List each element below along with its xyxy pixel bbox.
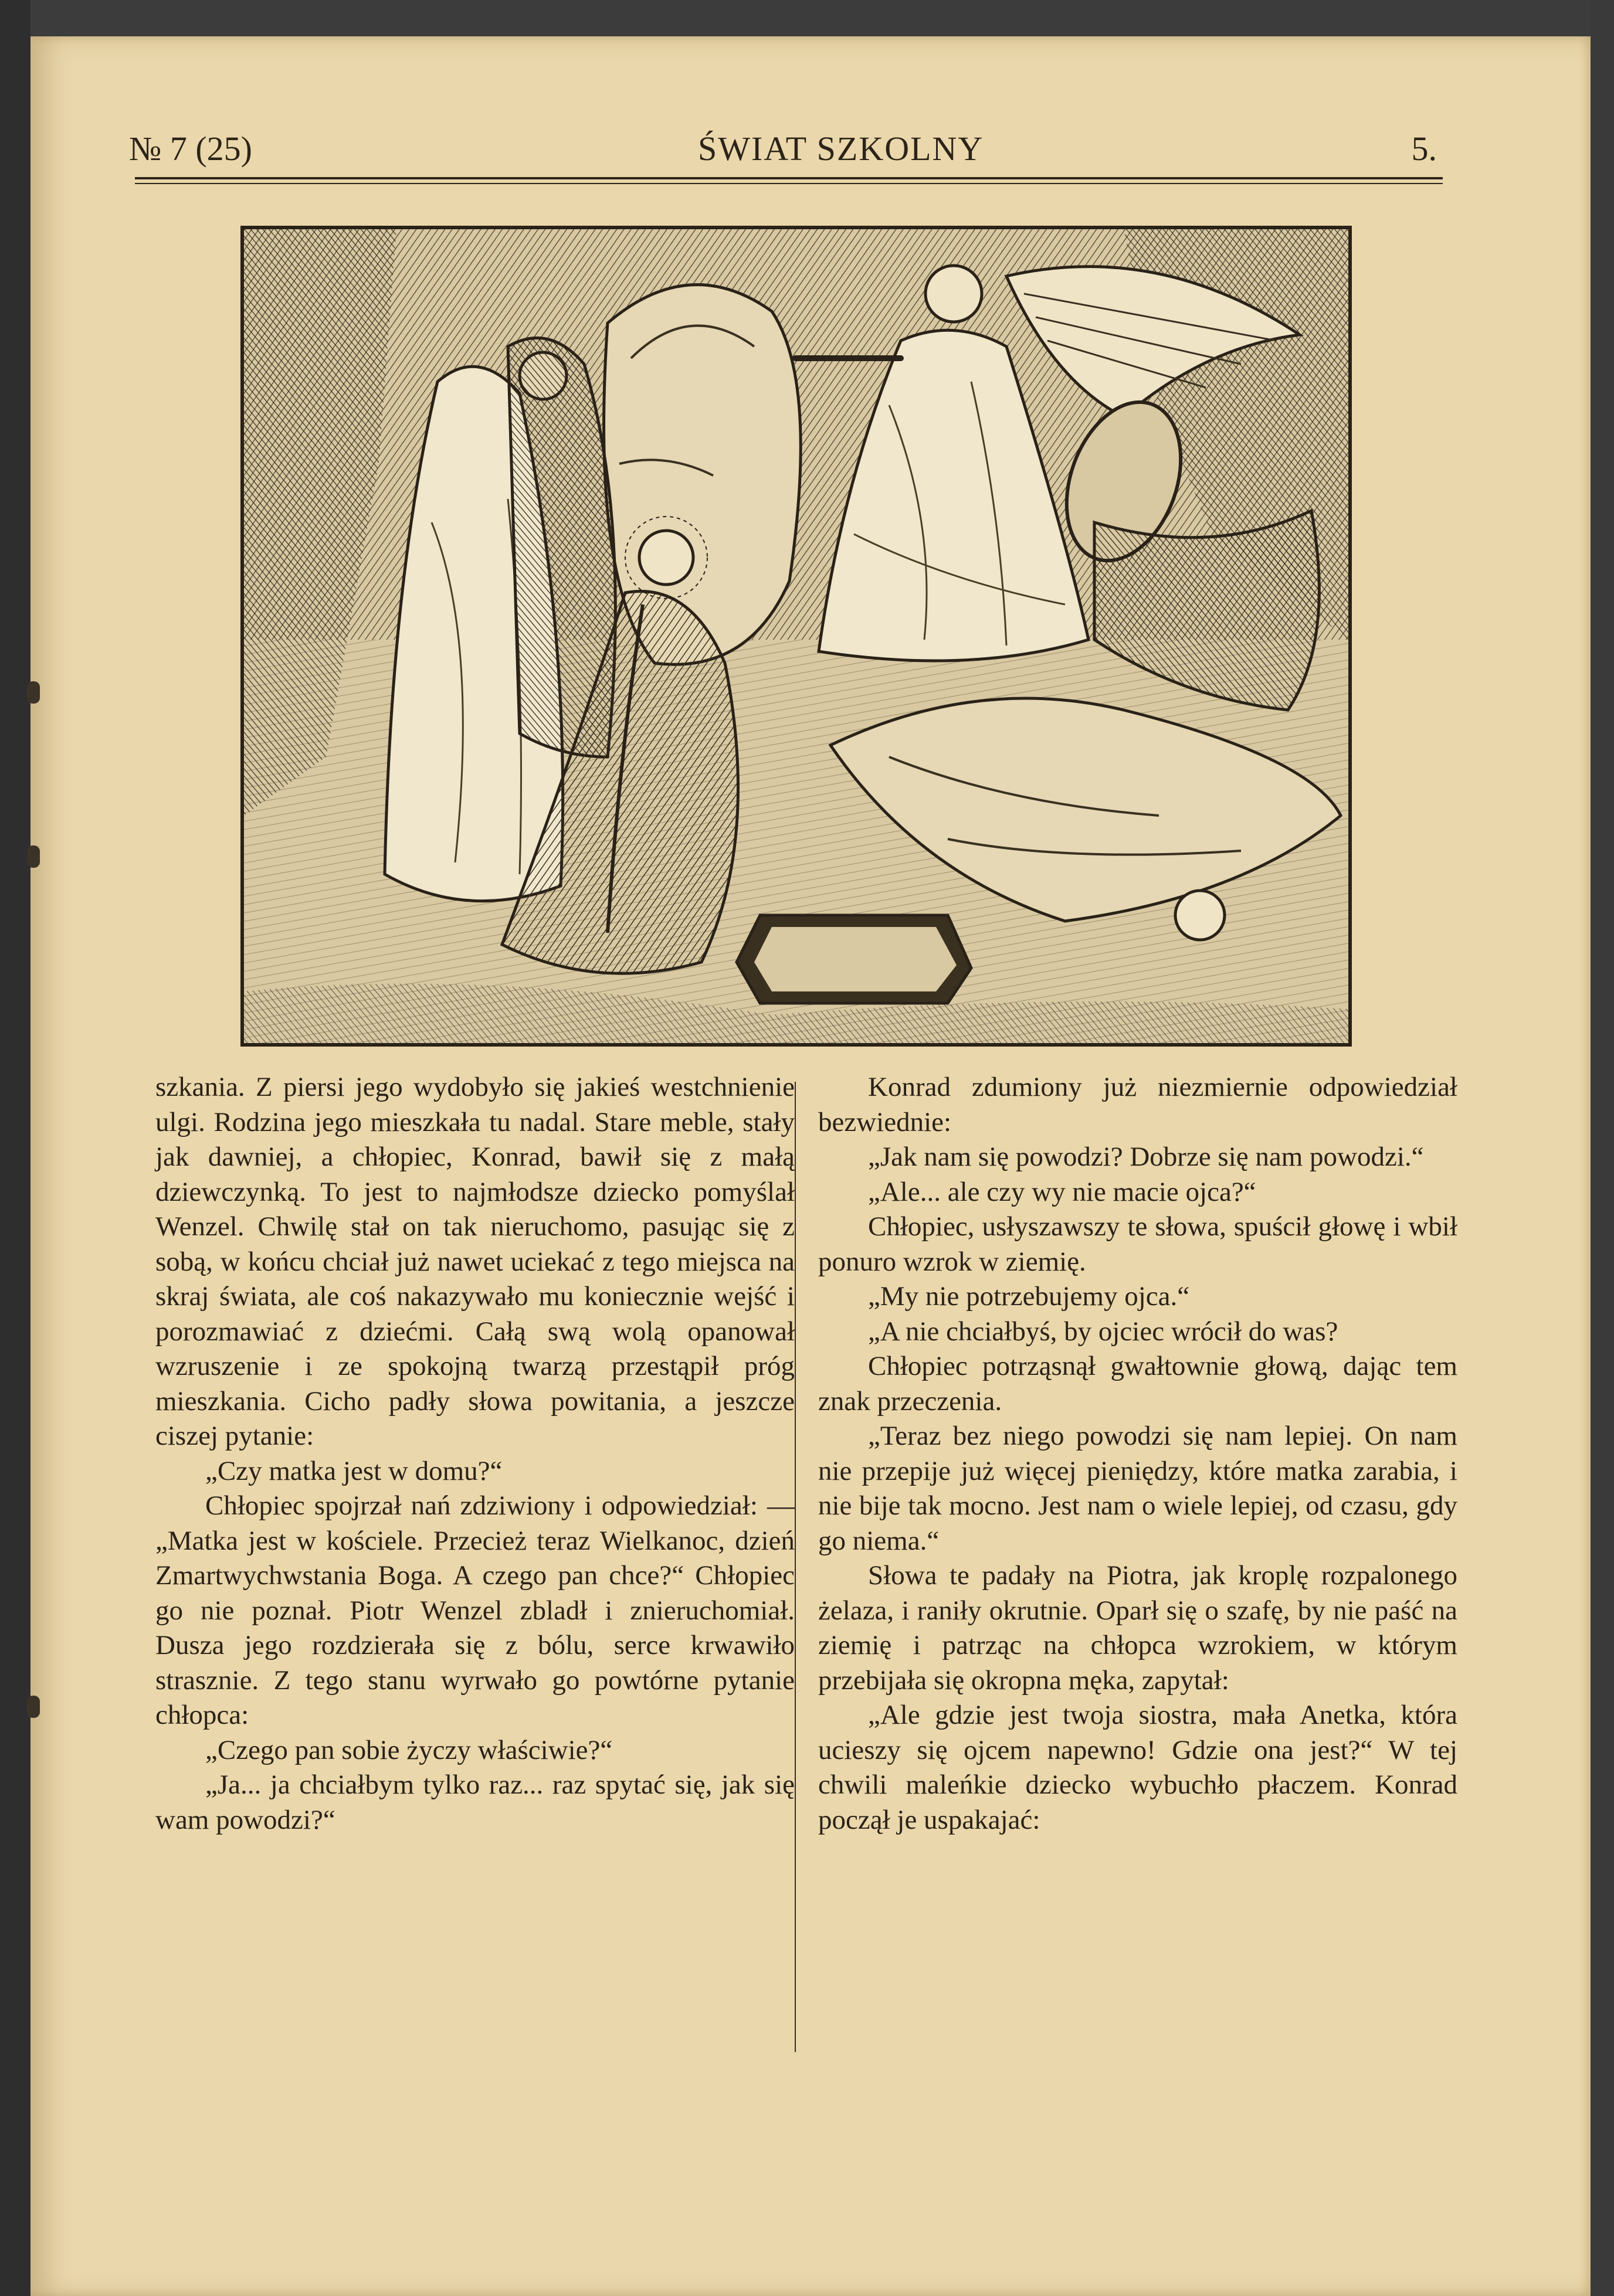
paragraph: „Ja... ja chciałbym tylko raz... raz spytać się, jak się wam powodzi?“: [155, 1769, 795, 1835]
paragraph: „Ale gdzie jest twoja siostra, mała Anetka, która ucieszy się ojcem napewno! Gdzie ona jest?“ W tej chwili maleńkie dziecko wybuchło płaczem. Konrad począł je uspakajać:: [818, 1700, 1457, 1835]
issue-number: № 7 (25): [129, 130, 252, 168]
column-divider: [795, 1082, 796, 2052]
paragraph: Konrad zdumiony już niezmiernie odpowiedział bezwiednie:: [818, 1072, 1457, 1137]
paragraph: „My nie potrzebujemy ojca.“: [868, 1281, 1190, 1312]
paragraph: „Jak nam się powodzi? Dobrze się nam powodzi.“: [868, 1142, 1424, 1172]
paragraph: „Czego pan sobie życzy właściwie?“: [205, 1734, 613, 1765]
paragraph: Słowa te padały na Piotra, jak kroplę rozpalonego żelaza, i raniły okrutnie. Oparł się o szafę, by nie paść na ziemię i patrząc na chłopca wzrokiem, w którym przebijała się okropna męka, zapytał:: [818, 1560, 1457, 1696]
binding-hole: [27, 845, 40, 868]
header-rule-thin: [135, 183, 1443, 184]
paragraph: Chłopiec, usłyszawszy te słowa, spuścił głowę i wbił ponuro wzrok w ziemię.: [818, 1211, 1457, 1277]
magazine-title: ŚWIAT SZKOLNY: [698, 130, 984, 168]
binding-hole: [27, 1696, 40, 1718]
binding-hole: [27, 681, 40, 704]
paragraph: „Czy matka jest w domu?“: [205, 1455, 503, 1486]
paragraph: „A nie chciałbyś, by ojciec wrócił do was?: [868, 1316, 1338, 1347]
page-number: 5.: [1411, 130, 1437, 168]
header-rule: [135, 177, 1443, 179]
paragraph: szkania. Z piersi jego wydobyło się jakieś westchnienie ulgi. Rodzina jego mieszkała tu nadal. Stare meble, stały jak dawniej, a chłopiec, Konrad, bawił się z małą dziewczynką. To jest to najmłodsze dziecko pomyślał Wenzel. Chwilę stał on tak nieruchomo, pasując się z sobą, w końcu chciał już nawet uciekać z tego miejsca na skraj świata, ale coś nakazywało mu koniecznie wejść i porozmawiać z dziećmi. Całą swą wolą opanował wzruszenie i ze spokojną twarzą przestąpił próg mieszkania. Cicho padły słowa powitania, a jeszcze ciszej pytanie:: [155, 1072, 795, 1451]
scan-border-left: [0, 0, 30, 2296]
paragraph: Chłopiec potrząsnął gwałtownie głową, dając tem znak przeczenia.: [818, 1351, 1457, 1417]
paragraph: „Teraz bez niego powodzi się nam lepiej. On nam nie przepije już więcej pieniędzy, które matka zarabia, i nie bije tak mocno. Jest nam o wiele lepiej, od czasu, gdy go niema.“: [818, 1421, 1457, 1556]
text-column-left: [155, 1070, 795, 1838]
scan-border-right: [1591, 0, 1614, 2296]
scan-border-top: [0, 0, 1614, 36]
text-column-right: [818, 1070, 1457, 1838]
running-header: [129, 129, 1437, 176]
paragraph: „Ale... ale czy wy nie macie ojca?“: [868, 1176, 1256, 1207]
paragraph: Chłopiec spojrzał nań zdziwiony i odpowiedział: — „Matka jest w kościele. Przecież teraz Wielkanoc, dzień Zmartwychwstania Boga. A czego pan chce?“ Chłopiec go nie poznał. Piotr Wenzel zbladł i znieruchomiał. Dusza jego rozdzierała się z bólu, serce krwawiło strasznie. Z tego stanu wyrwało go powtórne pytanie chłopca:: [155, 1490, 795, 1730]
engraving-angel-at-tomb-icon: [240, 226, 1352, 1047]
engraving-svg: [244, 229, 1348, 1043]
